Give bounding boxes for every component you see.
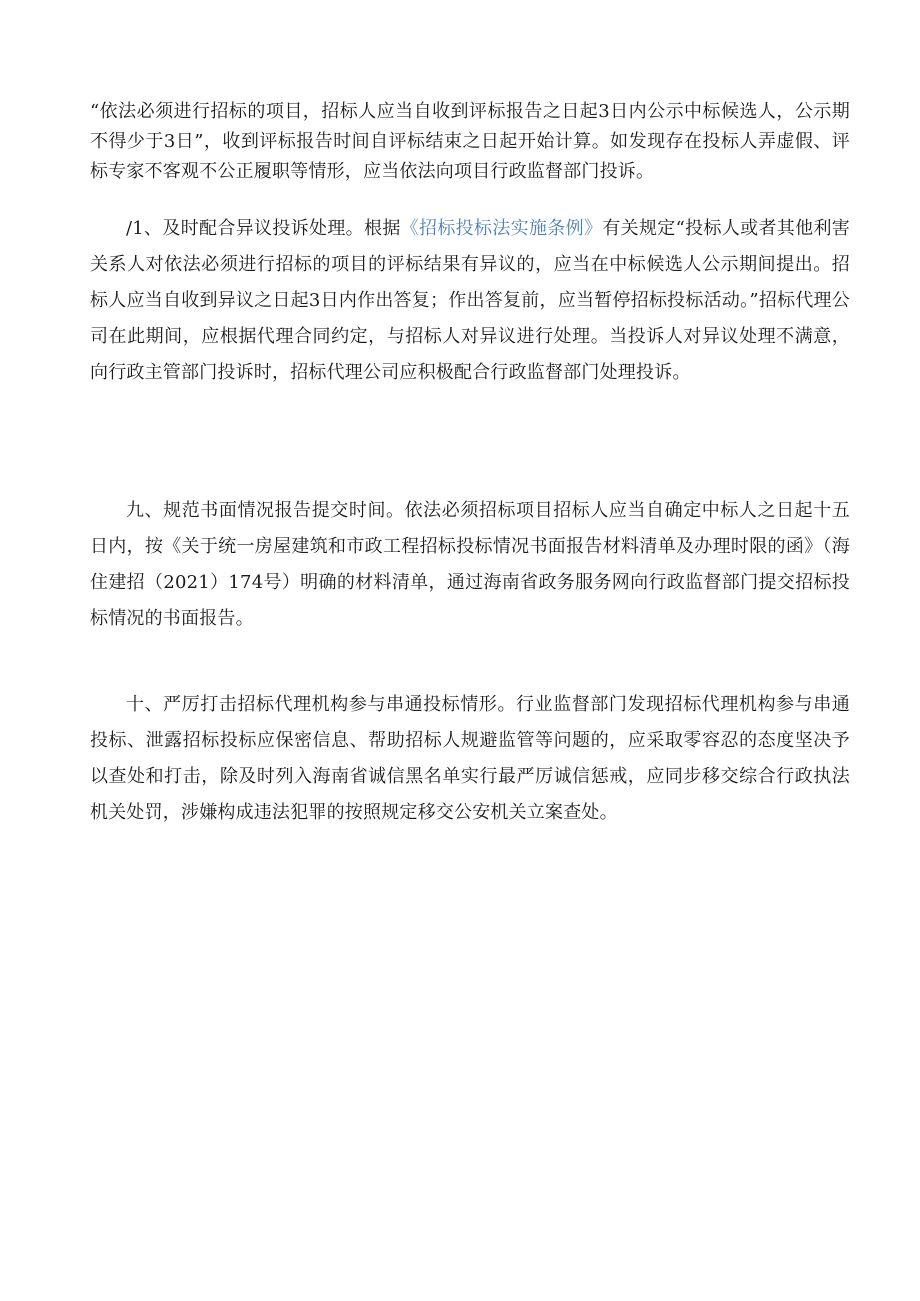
regulation-link[interactable]: 《招标投标法实施条例》 bbox=[400, 218, 603, 239]
paragraph-collusion-crackdown: 十、严厉打击招标代理机构参与串通投标情形。行业监督部门发现招标代理机构参与串通投标、泄露招标投标应保密信息、帮助招标人规避监管等问题的，应采取零容忍的态度坚决予以查处和打击，除及时列入海南省诚信黑名单实行最严厉诚信惩戒，应同步移交综合行政执法机关处罚，涉嫌构成违法犯罪的按照规定移交公安机关立案查处。 bbox=[90, 694, 850, 823]
paragraph-publicity-period: “依法必须进行招标的项目，招标人应当自收到评标报告之日起3日内公示中标候选人，公示期不得少于3日”，收到评标报告时间自评标结束之日起开始计算。如发现存在投标人弄虚假、评标专家不客观不公正履职等情形，应当依法向项目行政监督部门投诉。 bbox=[90, 101, 850, 182]
paragraph-objection-body: 有关规定“投标人或者其他利害关系人对依法必须进行招标的项目的评标结果有异议的，应当在中标候选人公示期间提出。招标人应当自收到异议之日起3日内作出答复；作出答复前，应当暂停招标投标活动。”招标代理公司在此期间，应根据代理合同约定，与招标人对异议进行处理。当投诉人对异议处理不满意，向行政主管部门投诉时，招标代理公司应积极配合行政监督部门处理投诉。 bbox=[90, 218, 851, 383]
paragraph-objection-intro: /1、及时配合异议投诉处理。根据 bbox=[126, 218, 401, 239]
paragraph-report-submission: 九、规范书面情况报告提交时间。依法必须招标项目招标人应当自确定中标人之日起十五日内，按《关于统一房屋建筑和市政工程招标投标情况书面报告材料清单及办理时限的函》（海住建招（2021）174号）明确的材料清单，通过海南省政务服务网向行政监督部门提交招标投标情况的书面报告。 bbox=[90, 500, 850, 629]
paragraph-objection-handling bbox=[90, 211, 850, 391]
